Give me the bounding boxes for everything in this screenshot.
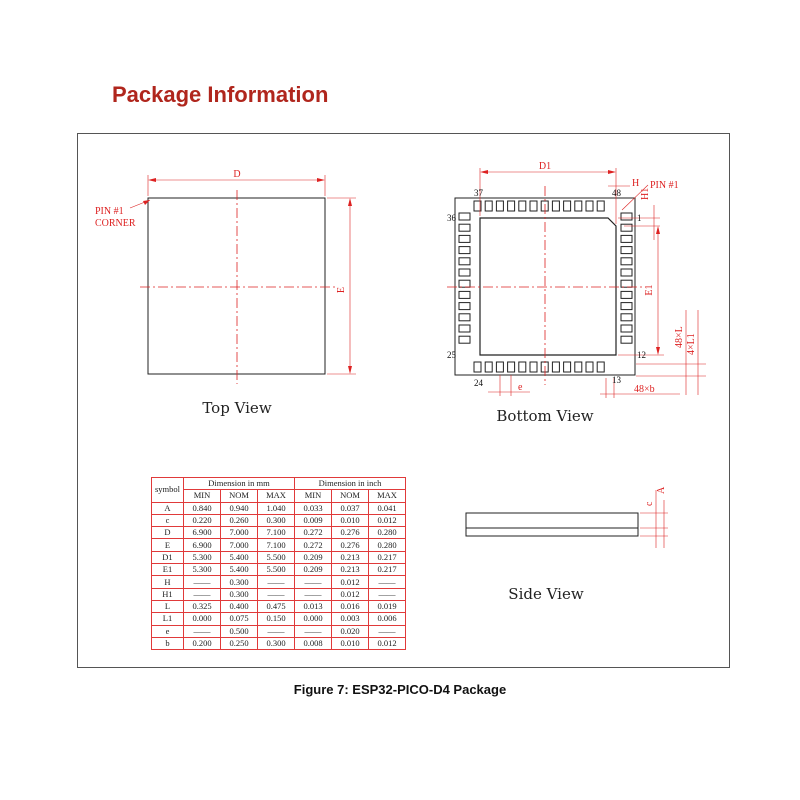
table-cell-value: ——: [369, 576, 406, 588]
subheader-inch-max: MAX: [369, 490, 406, 502]
table-cell-symbol: H1: [152, 588, 184, 600]
top-row-pad: [597, 201, 604, 211]
table-cell-symbol: L1: [152, 613, 184, 625]
table-cell-value: 0.280: [369, 539, 406, 551]
table-row: [152, 637, 406, 649]
table-cell-value: ——: [184, 625, 221, 637]
table-cell-value: 7.000: [221, 539, 258, 551]
bottom-view-label: Bottom View: [496, 407, 594, 425]
table-cell-value: 0.300: [258, 637, 295, 649]
table-cell-value: 0.010: [332, 637, 369, 649]
table-cell-value: 0.010: [332, 514, 369, 526]
subheader-inch-min: MIN: [295, 490, 332, 502]
table-cell-value: 5.400: [221, 551, 258, 563]
dimension-h1-label: H1: [640, 187, 651, 200]
dimension-e-pitch-label: e: [518, 382, 523, 393]
table-cell-value: 5.500: [258, 551, 295, 563]
table-cell-value: 0.009: [295, 514, 332, 526]
table-cell-symbol: A: [152, 502, 184, 514]
right-column-pad: [621, 247, 632, 254]
thermal-pad: [480, 218, 616, 355]
bottom-row-pad: [485, 362, 492, 372]
right-column-pad: [621, 269, 632, 276]
top-row-pad: [519, 201, 526, 211]
table-row: [152, 502, 406, 514]
bottom-row-pad: [474, 362, 481, 372]
table-cell-value: 0.213: [332, 564, 369, 576]
table-cell-value: 0.012: [332, 576, 369, 588]
top-view-package-outline: [148, 198, 325, 374]
top-row-pad: [552, 201, 559, 211]
table-row: [152, 514, 406, 526]
table-cell-value: ——: [369, 588, 406, 600]
table-cell-value: 0.012: [332, 588, 369, 600]
dimension-4l1-label: 4×L1: [686, 333, 697, 355]
top-row-pad: [485, 201, 492, 211]
subheader-mm-max: MAX: [258, 490, 295, 502]
right-column-pad: [621, 314, 632, 321]
table-cell-value: 0.003: [332, 613, 369, 625]
pin-number-1: 1: [637, 213, 642, 223]
table-cell-value: 0.217: [369, 551, 406, 563]
table-cell-value: 0.020: [332, 625, 369, 637]
left-column-pad: [459, 336, 470, 343]
table-cell-value: 1.040: [258, 502, 295, 514]
table-cell-value: 6.900: [184, 539, 221, 551]
table-cell-value: 0.300: [221, 576, 258, 588]
table-row: [152, 588, 406, 600]
table-cell-value: 0.250: [221, 637, 258, 649]
subheader-mm-nom: NOM: [221, 490, 258, 502]
table-cell-value: 0.019: [369, 600, 406, 612]
left-column-pad: [459, 224, 470, 231]
table-cell-value: 5.300: [184, 564, 221, 576]
table-cell-value: 0.006: [369, 613, 406, 625]
figure-caption: Figure 7: ESP32-PICO-D4 Package: [293, 682, 507, 697]
dimension-48b-label: 48×b: [634, 384, 655, 395]
subheader-inch-nom: NOM: [332, 490, 369, 502]
left-column-pad: [459, 303, 470, 310]
top-view-label: Top View: [202, 399, 272, 417]
left-column-pad: [459, 325, 470, 332]
left-column-pad: [459, 235, 470, 242]
table-cell-symbol: e: [152, 625, 184, 637]
pin-number-36: 36: [447, 213, 456, 223]
table-row: [152, 600, 406, 612]
right-column-pad: [621, 235, 632, 242]
table-cell-value: 0.276: [332, 539, 369, 551]
right-column-pad: [621, 213, 632, 220]
table-cell-symbol: L: [152, 600, 184, 612]
pin-number-25: 25: [447, 350, 456, 360]
right-column-pad: [621, 258, 632, 265]
table-row: [152, 613, 406, 625]
pin1-label: PIN #1: [650, 180, 679, 191]
table-cell-value: 0.475: [258, 600, 295, 612]
table-cell-value: 0.037: [332, 502, 369, 514]
dimension-d-label: D: [233, 169, 241, 180]
table-cell-value: 0.200: [184, 637, 221, 649]
pin-number-13: 13: [612, 375, 621, 385]
table-cell-symbol: H: [152, 576, 184, 588]
bottom-row-pad: [496, 362, 503, 372]
table-cell-value: 0.325: [184, 600, 221, 612]
table-cell-symbol: c: [152, 514, 184, 526]
table-cell-value: 7.100: [258, 539, 295, 551]
mm-header: Dimension in mm: [184, 478, 295, 490]
right-column-pad: [621, 224, 632, 231]
table-cell-value: 5.400: [221, 564, 258, 576]
dimension-d1-label: D1: [538, 161, 552, 172]
top-view: [95, 169, 356, 417]
dimension-a-label: A: [656, 486, 667, 494]
dimension-e-label: E: [336, 286, 347, 294]
table-cell-value: 0.013: [295, 600, 332, 612]
pin1-corner-label-line1: PIN #1: [95, 206, 124, 217]
right-column-pad: [621, 303, 632, 310]
table-cell-value: 0.272: [295, 527, 332, 539]
table-cell-value: 0.940: [221, 502, 258, 514]
left-column-pad: [459, 291, 470, 298]
table-cell-value: 0.500: [221, 625, 258, 637]
table-cell-value: ——: [295, 625, 332, 637]
table-cell-value: 0.000: [295, 613, 332, 625]
right-column-pad: [621, 280, 632, 287]
left-column-pad: [459, 269, 470, 276]
table-cell-value: ——: [184, 576, 221, 588]
table-cell-value: ——: [184, 588, 221, 600]
bottom-row-pad: [586, 362, 593, 372]
top-row-pad: [530, 201, 537, 211]
top-row-pad: [508, 201, 515, 211]
right-column-pad: [621, 325, 632, 332]
symbol-header: symbol: [152, 478, 184, 503]
pin1-corner-label-line2: CORNER: [95, 218, 136, 229]
side-view-body: [466, 513, 638, 536]
table-cell-value: ——: [258, 588, 295, 600]
left-column-pad: [459, 280, 470, 287]
table-cell-symbol: E: [152, 539, 184, 551]
bottom-row-pad: [597, 362, 604, 372]
inch-header: Dimension in inch: [295, 478, 406, 490]
table-cell-value: 0.016: [332, 600, 369, 612]
bottom-view: [447, 161, 706, 425]
table-row: [152, 527, 406, 539]
top-row-pad: [575, 201, 582, 211]
table-row: [152, 564, 406, 576]
page-title: Package Information: [112, 82, 329, 107]
table-cell-value: ——: [295, 576, 332, 588]
side-view-label: Side View: [508, 585, 584, 603]
subheader-mm-min: MIN: [184, 490, 221, 502]
left-column-pad: [459, 314, 470, 321]
table-row: [152, 576, 406, 588]
pin-number-24: 24: [474, 378, 483, 388]
dimension-h-label: H: [632, 178, 640, 189]
table-cell-value: 0.209: [295, 564, 332, 576]
bottom-pads: [459, 201, 632, 372]
pin-number-12: 12: [637, 350, 646, 360]
bottom-row-pad: [530, 362, 537, 372]
bottom-row-pad: [519, 362, 526, 372]
table-cell-value: 0.300: [258, 514, 295, 526]
bottom-row-pad: [552, 362, 559, 372]
table-cell-value: 0.012: [369, 514, 406, 526]
table-cell-value: 6.900: [184, 527, 221, 539]
side-view: [466, 486, 668, 603]
table-cell-value: 0.033: [295, 502, 332, 514]
table-cell-value: 0.260: [221, 514, 258, 526]
left-column-pad: [459, 247, 470, 254]
table-cell-value: 0.272: [295, 539, 332, 551]
dimension-table: [151, 477, 406, 650]
dimension-48l-label: 48×L: [674, 326, 685, 348]
right-column-pad: [621, 291, 632, 298]
left-column-pad: [459, 213, 470, 220]
table-cell-value: 0.075: [221, 613, 258, 625]
table-cell-symbol: E1: [152, 564, 184, 576]
bottom-row-pad: [508, 362, 515, 372]
table-cell-value: 0.217: [369, 564, 406, 576]
table-cell-value: 0.000: [184, 613, 221, 625]
table-cell-value: 7.000: [221, 527, 258, 539]
table-row: [152, 551, 406, 563]
table-cell-value: 0.012: [369, 637, 406, 649]
top-row-pad: [496, 201, 503, 211]
table-cell-value: ——: [369, 625, 406, 637]
pin-number-48: 48: [612, 188, 621, 198]
bottom-row-pad: [564, 362, 571, 372]
dimension-c-label: c: [644, 501, 655, 506]
dimension-table-body: [152, 502, 406, 650]
table-cell-value: 0.150: [258, 613, 295, 625]
table-cell-value: ——: [258, 625, 295, 637]
table-cell-value: ——: [258, 576, 295, 588]
bottom-row-pad: [575, 362, 582, 372]
right-column-pad: [621, 336, 632, 343]
table-cell-value: 7.100: [258, 527, 295, 539]
table-cell-value: 0.400: [221, 600, 258, 612]
table-cell-value: 0.209: [295, 551, 332, 563]
table-cell-symbol: D: [152, 527, 184, 539]
table-cell-value: 0.213: [332, 551, 369, 563]
table-cell-value: 0.220: [184, 514, 221, 526]
table-cell-symbol: D1: [152, 551, 184, 563]
top-row-pad: [586, 201, 593, 211]
left-column-pad: [459, 258, 470, 265]
top-row-pad: [564, 201, 571, 211]
table-cell-value: 5.500: [258, 564, 295, 576]
table-cell-value: 0.041: [369, 502, 406, 514]
table-cell-symbol: b: [152, 637, 184, 649]
table-cell-value: 5.300: [184, 551, 221, 563]
table-cell-value: 0.276: [332, 527, 369, 539]
pin-number-37: 37: [474, 188, 483, 198]
table-row: [152, 625, 406, 637]
table-row: [152, 539, 406, 551]
table-cell-value: 0.008: [295, 637, 332, 649]
table-cell-value: ——: [295, 588, 332, 600]
table-cell-value: 0.280: [369, 527, 406, 539]
table-cell-value: 0.840: [184, 502, 221, 514]
dimension-e1-label: E1: [644, 284, 655, 296]
table-cell-value: 0.300: [221, 588, 258, 600]
